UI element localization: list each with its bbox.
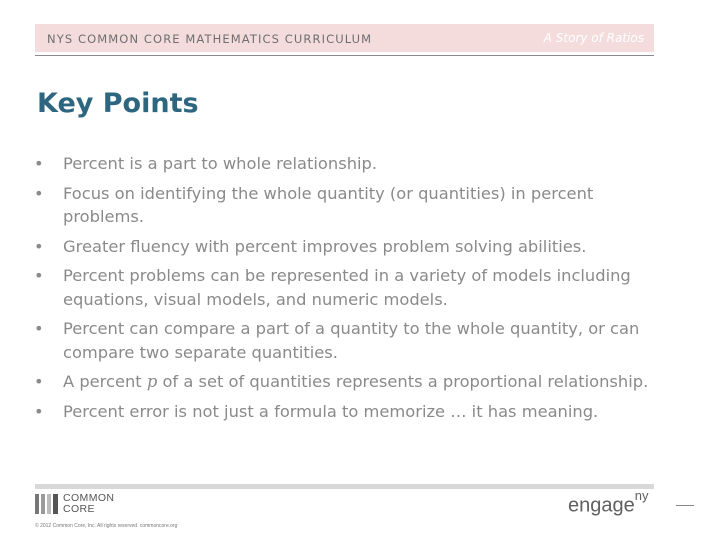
- list-item: [34, 317, 674, 364]
- bullet-icon: •: [34, 319, 44, 338]
- logo-line1: COMMON: [63, 492, 115, 504]
- bullet-icon: •: [34, 372, 44, 391]
- header-bar: [35, 24, 654, 52]
- bullet-icon: •: [34, 183, 44, 203]
- page-title: Key Points: [37, 88, 199, 119]
- point-text: Percent problems can be represented in a variety of models including equations, visual models, and numeric models.: [63, 266, 631, 309]
- point-text: Percent is a part to whole relationship.: [63, 154, 378, 173]
- footer-divider: [35, 484, 654, 489]
- common-core-wordmark: [63, 493, 114, 515]
- engageny-logo: [568, 488, 649, 518]
- footer-dash: [676, 505, 694, 506]
- brand-text: engage: [568, 494, 635, 517]
- point-text-post: of a set of quantities represents a proportional relationship.: [157, 372, 649, 391]
- key-points-list: [34, 152, 674, 429]
- point-text-pre: A percent: [63, 372, 147, 391]
- point-text: Greater fluency with percent improves problem solving abilities.: [63, 236, 587, 256]
- header-divider: [35, 55, 654, 56]
- list-item: [34, 400, 674, 424]
- point-text: Percent error is not just a formula to memorize … it has meaning.: [63, 401, 599, 421]
- common-core-logo: [35, 494, 135, 518]
- list-item: [34, 152, 674, 176]
- point-text: Percent can compare a part of a quantity to the whole quantity, or can compare two separate quantities.: [63, 319, 640, 362]
- bullet-icon: •: [34, 401, 44, 421]
- brand-sup: ny: [634, 488, 649, 503]
- list-item: [34, 264, 674, 311]
- point-text: Focus on identifying the whole quantity (or quantities) in percent problems.: [63, 183, 594, 226]
- variable-p: p: [146, 372, 158, 391]
- logo-line2: CORE: [63, 503, 95, 515]
- list-item: [34, 370, 674, 394]
- list-item: [34, 235, 674, 259]
- bullet-icon: •: [34, 236, 44, 256]
- module-label: A Story of Ratios: [543, 31, 644, 45]
- bullet-icon: •: [34, 154, 44, 173]
- copyright-notice: © 2012 Common Core, Inc. All rights reserved. commoncore.org: [35, 523, 178, 529]
- bullet-icon: •: [34, 266, 44, 285]
- curriculum-label: NYS COMMON CORE MATHEMATICS CURRICULUM: [47, 32, 373, 46]
- list-item: [34, 182, 674, 229]
